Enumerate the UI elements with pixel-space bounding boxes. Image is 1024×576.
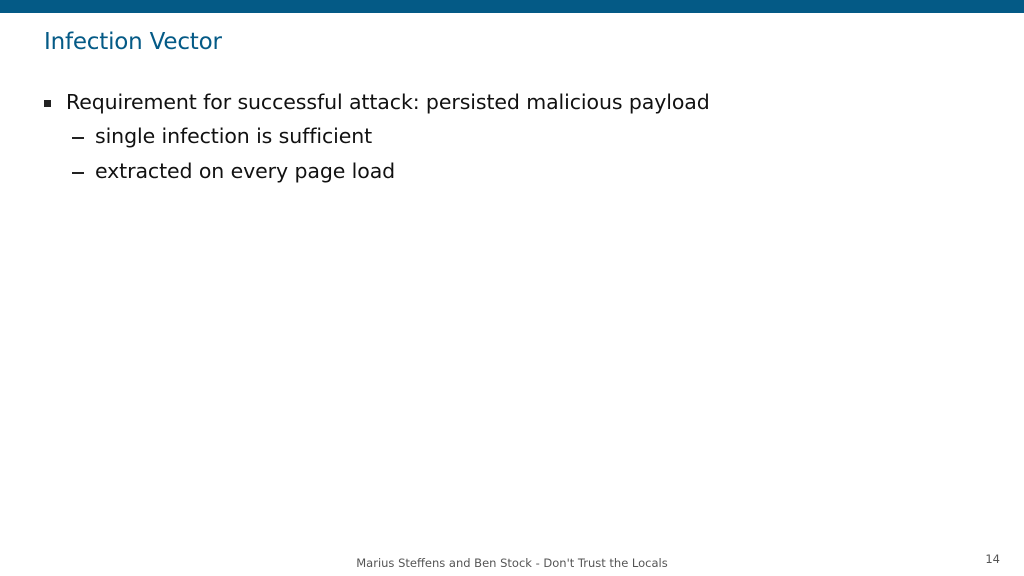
slide-title: Infection Vector	[44, 29, 222, 55]
sub-bullet-text: extracted on every page load	[95, 159, 396, 183]
sub-bullet-item	[72, 124, 372, 148]
sub-bullet-text: single infection is sufficient	[95, 124, 373, 148]
header-bar	[0, 0, 1024, 13]
bullet-text: Requirement for successful attack: persisted malicious payload	[66, 90, 710, 114]
footer-text: Marius Steffens and Ben Stock - Don't Trust the Locals	[356, 556, 668, 570]
square-bullet-icon	[44, 100, 51, 107]
page-number: 14	[985, 552, 1000, 566]
sub-bullet-item	[72, 159, 395, 183]
dash-bullet-icon	[72, 137, 84, 139]
dash-bullet-icon	[72, 172, 84, 174]
bullet-item	[44, 90, 710, 114]
